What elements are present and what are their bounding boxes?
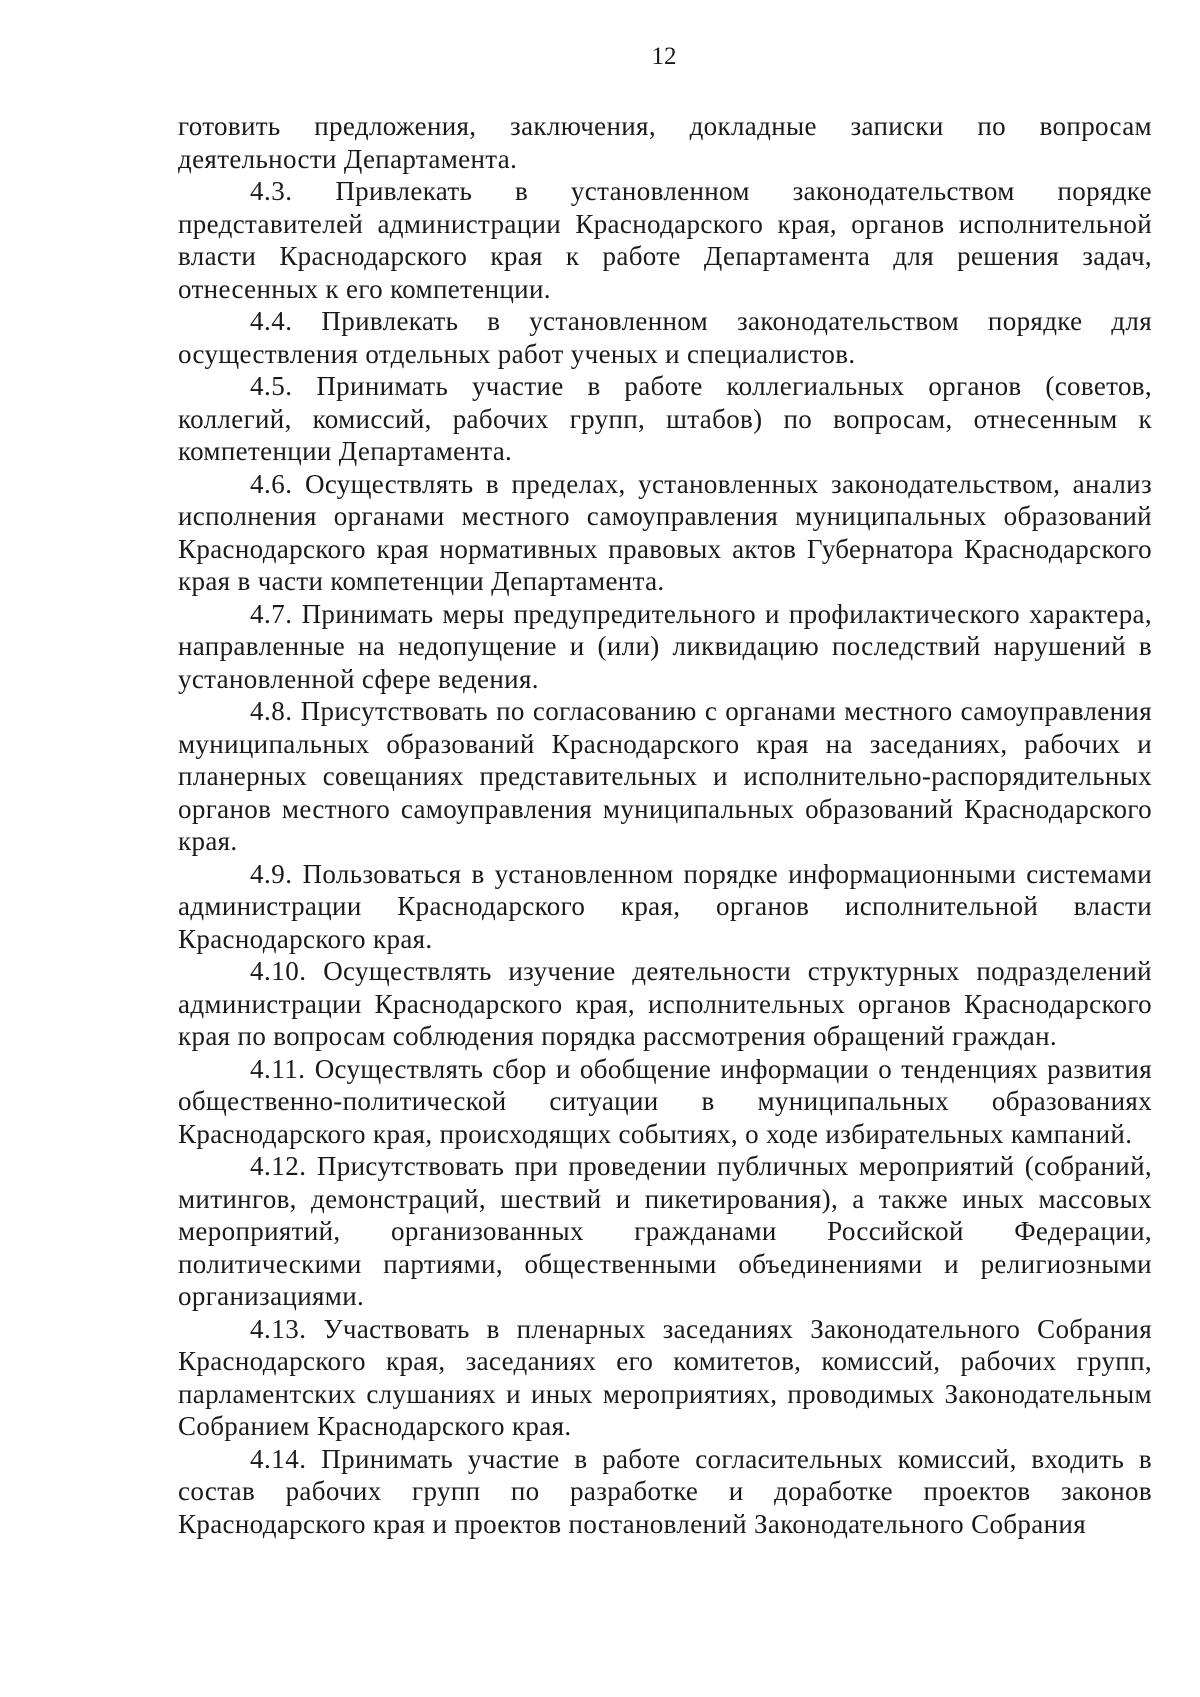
clause-4-7 <box>178 598 1152 696</box>
clause-4-3 <box>178 175 1152 305</box>
clause-number: 4.11. <box>250 1053 306 1084</box>
clause-text: Присутствовать при проведении публичных мероприятий (собраний, митингов, демонстраций, шествий и пикетирования), а также иных массовых мероприятий, организованных гражданами Российской Федерации, политическими партиями, общественными объединениями и религиозными организациями. <box>178 1151 1152 1311</box>
clause-text: Осуществлять сбор и обобщение информации о тенденциях развития общественно-политической ситуации в муниципальных образованиях Краснодарского края, происходящих событиях, о ходе избирательных кампаний. <box>178 1053 1152 1149</box>
clause-number: 4.6. <box>250 468 293 499</box>
clause-4-5 <box>178 370 1152 468</box>
clause-4-14 <box>178 1443 1152 1541</box>
clause-4-6 <box>178 468 1152 598</box>
document-body <box>178 110 1152 1540</box>
clause-4-11 <box>178 1053 1152 1151</box>
clause-4-8 <box>178 695 1152 858</box>
clause-text: Участвовать в пленарных заседаниях Законодательного Собрания Краснодарского края, заседаниях его комитетов, комиссий, рабочих групп, парламентских слушаниях и иных мероприятиях, проводимых Законодательным Собранием Краснодарского края. <box>178 1313 1152 1441</box>
clause-4-10 <box>178 955 1152 1053</box>
clause-number: 4.3. <box>250 176 293 206</box>
clause-number: 4.13. <box>250 1313 307 1344</box>
clause-text: Привлекать в установленном законодательством порядке представителей администрации Краснодарского края, органов исполнительной власти Краснодарского края к работе Департамента для решения задач, отнесенных к его компетенции. <box>178 176 1152 304</box>
clause-4-13 <box>178 1313 1152 1443</box>
clause-4-9 <box>178 858 1152 956</box>
clause-4-12 <box>178 1150 1152 1313</box>
clause-text: Пользоваться в установленном порядке информационными системами администрации Краснодарского края, органов исполнительной власти Краснодарского края. <box>178 858 1152 954</box>
clause-number: 4.4. <box>250 306 293 336</box>
clause-number: 4.8. <box>250 696 293 726</box>
clause-text: Привлекать в установленном законодательством порядке для осуществления отдельных работ ученых и специалистов. <box>178 306 1152 369</box>
clause-number: 4.10. <box>250 956 307 986</box>
clause-number: 4.5. <box>250 371 293 401</box>
clause-number: 4.14. <box>250 1443 307 1474</box>
clause-text: Принимать меры предупредительного и профилактического характера, направленные на недопущение и (или) ликвидацию последствий нарушений в установленной сфере ведения. <box>178 598 1152 694</box>
clause-text: Осуществлять изучение деятельности структурных подразделений администрации Краснодарского края, исполнительных органов Краснодарского края по вопросам соблюдения порядка рассмотрения обращений граждан. <box>178 956 1152 1051</box>
clause-4-4 <box>178 305 1152 370</box>
paragraph-continuation <box>178 110 1152 175</box>
paragraph-text: готовить предложения, заключения, докладные записки по вопросам деятельности Департамента. <box>178 111 1152 174</box>
clause-text: Осуществлять в пределах, установленных законодательством, анализ исполнения органами местного самоуправления муниципальных образований Краснодарского края нормативных правовых актов Губернатора Краснодарского края в части компетенции Департамента. <box>178 468 1152 596</box>
clause-number: 4.12. <box>250 1151 307 1181</box>
clause-text: Принимать участие в работе согласительных комиссий, входить в состав рабочих групп по разработке и доработке проектов законов Краснодарского края и проектов постановлений Законодательного Собрания <box>178 1443 1152 1539</box>
clause-text: Принимать участие в работе коллегиальных органов (советов, коллегий, комиссий, рабочих групп, штабов) по вопросам, отнесенным к компетенции Департамента. <box>178 371 1152 466</box>
clause-number: 4.7. <box>250 598 293 629</box>
clause-text: Присутствовать по согласованию с органами местного самоуправления муниципальных образований Краснодарского края на заседаниях, рабочих и планерных совещаниях представительных и исполнительно-распорядительных органов местного самоуправления муниципальных образований Краснодарского края. <box>178 696 1152 856</box>
page-number: 12 <box>651 43 677 70</box>
clause-number: 4.9. <box>250 858 293 889</box>
